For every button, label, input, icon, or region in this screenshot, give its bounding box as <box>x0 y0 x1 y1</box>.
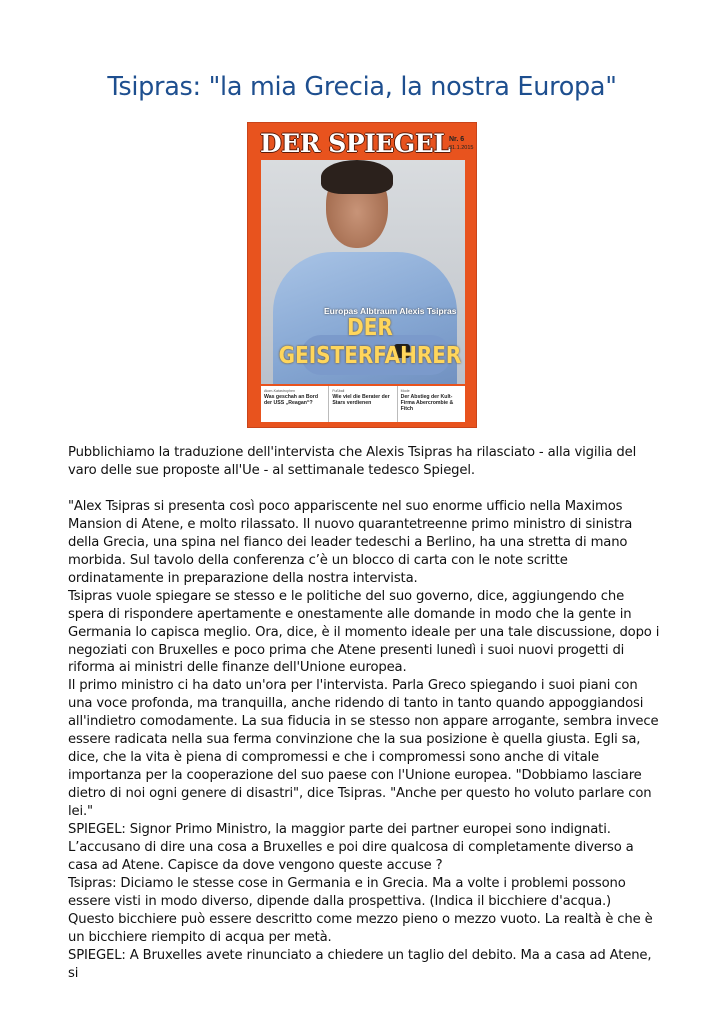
article-title: Tsipras: "la mia Grecia, la nostra Europa" <box>107 72 617 102</box>
teaser-text: Was geschah an Bord der USS „Reagan“? <box>264 394 318 406</box>
cover-photo <box>261 160 465 384</box>
body-paragraph: Tsipras: Diciamo le stesse cose in Germania e in Grecia. Ma a volte i problemi possono essere visti in modo diverso, dipende dalla prospettiva. (Indica il bicchiere d'acqua.) Questo bicchiere può essere descritto come mezzo pieno o mezzo vuoto. La realtà è che è un bicchiere riempito di acqua per metà. <box>68 875 657 945</box>
teaser-text: Der Abstieg der Kult-Firma Abercrombie & Fitch <box>400 394 454 412</box>
teaser-kicker: Atom-Katastrophen <box>264 389 295 393</box>
cover-teasers <box>261 386 465 422</box>
body-paragraph: SPIEGEL: Signor Primo Ministro, la maggior parte dei partner europei sono indignati. L’accusano di dire una cosa a Bruxelles e poi dire qualcosa di completamente diverso a casa ad Atene. Capisce da dove vengono queste accuse ? <box>68 822 638 873</box>
cover-issue-number: Nr. 6 <box>449 136 465 143</box>
cover-teaser <box>261 386 329 422</box>
magazine-cover-image <box>247 122 477 428</box>
teaser-text: Wie viel die Berater der Stars verdienen <box>332 394 390 406</box>
body-paragraph: Il primo ministro ci ha dato un'ora per l'intervista. Parla Greco spiegando i suoi piani con una voce profonda, ma tranquilla, anche ridendo di tanto in tanto quando appoggiandosi all'indietro comodamente. La sua fiducia in se stesso non appare arrogante, sembra invece essere radicata nella sua ferma convinzione che la sua posizione è quella giusta. Egli sa, dice, che la vita è piena di compromessi e che i compromessi sono anche di vitale importanza per la cooperazione del suo paese con l'Unione europea. "Dobbiamo lasciare dietro di noi ogni genere di disastri", dice Tsipras. "Anche per questo ho voluto parlare con lei." <box>68 678 663 820</box>
cover-teaser <box>398 386 465 422</box>
teaser-kicker: Mode <box>400 389 410 393</box>
paragraph-spacer <box>68 480 660 498</box>
cover-headline: DER GEISTERFAHRER <box>278 313 462 369</box>
cover-teaser <box>329 386 397 422</box>
cover-issue-date: 31.1.2015 <box>449 145 474 151</box>
cover-masthead: DER SPIEGEL <box>260 129 451 158</box>
body-paragraph: Tsipras vuole spiegare se stesso e le politiche del suo governo, dice, aggiungendo che spera di rispondere apertamente e onestamente alle domande in modo che la gente in Germania lo capisca meglio. Ora, dice, è il momento ideale per una tale discussione, dopo i negoziati con Bruxelles e poco prima che Atene presenti lunedì i suoi nuovi progetti di riforma ai ministri delle finanze dell'Unione europea. <box>68 588 664 676</box>
intro-paragraph: Pubblichiamo la traduzione dell'intervista che Alexis Tsipras ha rilasciato - alla vigilia del varo delle sue proposte all'Ue - al settimanale tedesco Spiegel. <box>68 445 641 478</box>
photo-hair <box>321 160 393 194</box>
body-paragraph: SPIEGEL: A Bruxelles avete rinunciato a chiedere un taglio del debito. Ma a casa ad Atene, si <box>68 947 656 981</box>
cover-subtitle: Europas Albtraum Alexis Tsipras <box>324 306 457 316</box>
body-paragraph: "Alex Tsipras si presenta così poco appariscente nel suo enorme ufficio nella Maximos Mansion di Atene, e molto rilassato. Il nuovo quarantetreenne primo ministro di sinistra della Grecia, una spina nel fianco dei leader tedeschi a Berlino, ha una stretta di mano morbida. Sul tavolo della conferenza c’è un blocco di carta con le note scritte ordinatamente in preparazione della nostra intervista. <box>68 498 637 586</box>
article-body <box>68 444 664 983</box>
teaser-kicker: Fußball <box>332 389 345 393</box>
